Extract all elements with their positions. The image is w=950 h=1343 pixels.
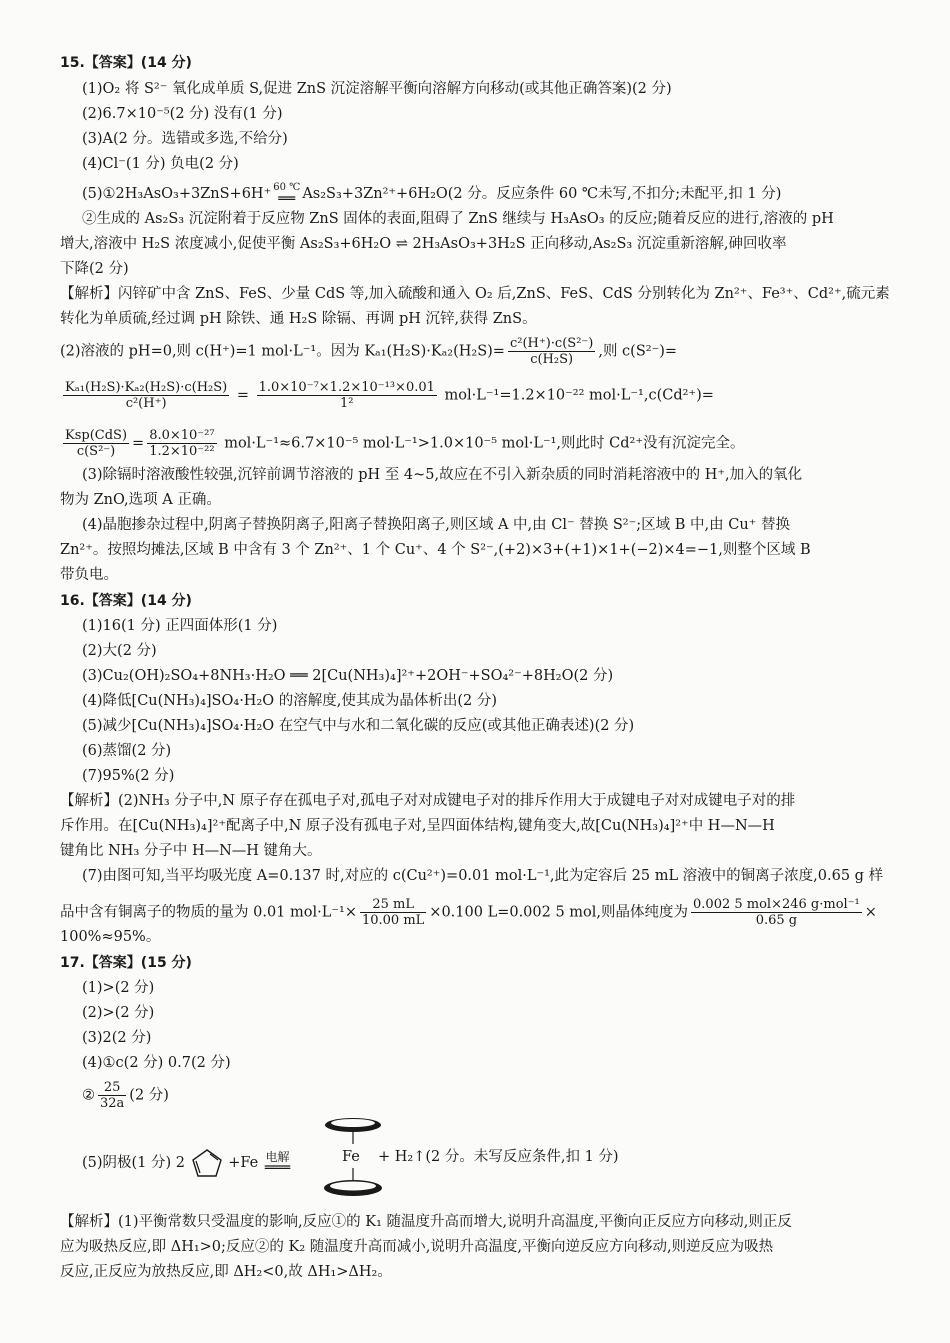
q16-answer-6: (6)蒸馏(2 分) [82, 743, 172, 759]
fraction: $\frac{25}{32a}$ [100, 1080, 125, 1111]
reaction-condition: 电解 ═══ [264, 1150, 291, 1176]
q17-answer-2: (2)>(2 分) [82, 1005, 155, 1021]
q15-answer-3: (3)A(2 分。选错或多选,不给分) [82, 131, 288, 147]
q16-answer-2: (2)大(2 分) [82, 643, 157, 659]
q16-analysis-1-cont: 斥作用。在[Cu(NH₃)₄]²⁺配离子中,N 原子没有孤电子对,呈四面体结构,键角变大,故[Cu(NH₃)₄]²⁺中 H—N—H [60, 818, 775, 834]
q15-analysis-4-end: 带负电。 [60, 567, 118, 583]
q15-answer-5b-end: 下降(2 分) [60, 261, 129, 277]
fraction: $\frac{\text{1.0×10⁻⁷×1.2×10⁻¹³×0.01}}{\text{1²}}$ [258, 380, 435, 411]
q16-answer-5: (5)减少[Cu(NH₃)₄]SO₄·H₂O 在空气中与水和二氧化碳的反应(或其他正确表述)(2 分) [82, 718, 635, 734]
q17-answer-5-tail: + H₂↑(2 分。未写反应条件,扣 1 分) [378, 1149, 619, 1165]
q15-analysis-4: (4)晶胞掺杂过程中,阴离子替换阴离子,阳离子替换阳离子,则区域 A 中,由 Cl⁻ 替换 S²⁻;区域 B 中,由 Cu⁺ 替换 [82, 517, 790, 533]
q15-heading: 15.【答案】(14 分) [60, 55, 192, 71]
q15-analysis-3: (3)除镉时溶液酸性较强,沉锌前调节溶液的 pH 至 4~5,故应在不引入新杂质的同时消耗溶液中的 H⁺,加入的氧化 [82, 467, 803, 483]
fraction: $\frac{\text{Ksp(CdS)}}{\text{c(S²⁻)}}$ [65, 428, 128, 459]
q16-analysis-7: (7)由图可知,当平均吸光度 A=0.137 时,对应的 c(Cu²⁺)=0.01 mol·L⁻¹,此为定容后 25 mL 溶液中的铜离子浓度,0.65 g 样 [82, 868, 884, 884]
q15-answer-2: (2)6.7×10⁻⁵(2 分) 没有(1 分) [82, 106, 283, 122]
fraction: $\frac{\text{c²(H⁺)·c(S²⁻)}}{\text{c(H₂S)}}$ [509, 336, 594, 367]
q15-answer-4: (4)Cl⁻(1 分) 负电(2 分) [82, 156, 239, 172]
q15-answer-5-equation [82, 183, 781, 205]
q15-analysis-4-cont: Zn²⁺。按照均摊法,区域 B 中含有 3 个 Zn²⁺、1 个 Cu⁺、4 个 S²⁻,(+2)×3+(+1)×1+(−2)×4=−1,则整个区域 B [60, 542, 811, 558]
q17-answer-5: (5)阴极(1 分) 2 +Fe 电解 ═══ [82, 1147, 292, 1179]
q15-answer-5b: ②生成的 As₂S₃ 沉淀附着于反应物 ZnS 固体的表面,阻碍了 ZnS 继续与 H₃AsO₃ 的反应;随着反应的进行,溶液的 pH [82, 211, 834, 227]
q15-analysis-calc-1: (2)溶液的 pH=0,则 c(H⁺)=1 mol·L⁻¹。因为 Kₐ₁(H₂S)·Kₐ₂(H₂S)= $\frac{\text{c²(H⁺)·c(S²⁻)}}{\text{c(H₂S)}}$ ,则 c(S²⁻)= [60, 336, 678, 367]
q16-analysis-1: 【解析】(2)NH₃ 分子中,N 原子存在孤电子对,孤电子对对成键电子对的排斥作用大于成键电子对对成键电子对的排 [60, 793, 796, 809]
q15-analysis-3-cont: 物为 ZnO,选项 A 正确。 [60, 492, 221, 508]
q15-analysis-calc-2: $\frac{\text{Kₐ₁(H₂S)·Kₐ₂(H₂S)·c(H₂S)}}{\text{c²(H⁺)}}$ = $\frac{\text{1.0×10⁻⁷×1.2×10⁻¹³×0.01}}{\text{1²}}$ mol·L⁻¹=1.2×10⁻²² mol·L⁻¹,c(Cd²⁺)= [65, 380, 714, 411]
q15-answer-5b-cont: 增大,溶液中 H₂S 浓度减小,促使平衡 As₂S₃+6H₂O ⇌ 2H₃AsO₃+3H₂S 正向移动,As₂S₃ 沉淀重新溶解,砷回收率 [60, 236, 787, 252]
fraction: $\frac{\text{Kₐ₁(H₂S)·Kₐ₂(H₂S)·c(H₂S)}}{\text{c²(H⁺)}}$ [65, 380, 228, 411]
q16-analysis-1-end: 键角比 NH₃ 分子中 H—N—H 键角大。 [60, 843, 322, 859]
ferrocene-fe-label: Fe [342, 1149, 360, 1165]
q16-analysis-7-calc: 品中含有铜离子的物质的量为 0.01 mol·L⁻¹× $\frac{25 mL}{10.00 mL}$ ×0.100 L=0.002 5 mol,则晶体纯度为 $\frac{\text{0.002 5 mol×246 g·mol⁻¹}}{0.65 g}$ × [60, 897, 877, 928]
fraction: $\frac{\text{0.002 5 mol×246 g·mol⁻¹}}{0.65 g}$ [693, 897, 860, 928]
q17-analysis-1: 【解析】(1)平衡常数只受温度的影响,反应①的 K₁ 随温度升高而增大,说明升高温度,平衡向正反应方向移动,则正反 [60, 1214, 792, 1230]
q15-analysis-1: 【解析】闪锌矿中含 ZnS、FeS、少量 CdS 等,加入硫酸和通入 O₂ 后,ZnS、FeS、CdS 分别转化为 Zn²⁺、Fe³⁺、Cd²⁺,硫元素 [60, 286, 890, 302]
q17-answer-3: (3)2(2 分) [82, 1030, 152, 1046]
q15-analysis-2: 转化为单质硫,经过调 pH 除铁、通 H₂S 除镉、再调 pH 沉锌,获得 ZnS。 [60, 311, 537, 327]
fraction: $\frac{25 mL}{10.00 mL}$ [361, 897, 425, 928]
q16-analysis-7-end: 100%≈95%。 [60, 929, 161, 945]
q15-analysis-calc-3: $\frac{\text{Ksp(CdS)}}{\text{c(S²⁻)}}$ = $\frac{\text{8.0×10⁻²⁷}}{\text{1.2×10⁻²²}}$ mol·L⁻¹≈6.7×10⁻⁵ mol·L⁻¹>1.0×10⁻⁵ mol·L⁻¹,则此时 Cd²⁺没有沉淀完全。 [65, 428, 745, 459]
q16-answer-1: (1)16(1 分) 正四面体形(1 分) [82, 618, 278, 634]
equation-right: As₂S₃+3Zn²⁺+6H₂O(2 分。反应条件 60 ℃未写,不扣分;未配平,扣 1 分) [302, 186, 782, 202]
q16-answer-3: (3)Cu₂(OH)₂SO₄+8NH₃·H₂O ══ 2[Cu(NH₃)₄]²⁺+2OH⁻+SO₄²⁻+8H₂O(2 分) [82, 668, 614, 684]
q17-answer-4: (4)①c(2 分) 0.7(2 分) [82, 1055, 231, 1071]
q16-heading: 16.【答案】(14 分) [60, 593, 192, 609]
fraction: $\frac{\text{8.0×10⁻²⁷}}{\text{1.2×10⁻²²}}$ [149, 428, 215, 459]
q17-answer-1: (1)>(2 分) [82, 980, 155, 996]
reaction-condition: 60 ℃ ══ [273, 182, 301, 207]
q17-heading: 17.【答案】(15 分) [60, 955, 192, 971]
q17-answer-4b: ② $\frac{25}{32a}$ (2 分) [82, 1080, 169, 1111]
equation-left: (5)①2H₃AsO₃+3ZnS+6H⁺ [82, 186, 272, 202]
q15-answer-1: (1)O₂ 将 S²⁻ 氧化成单质 S,促进 ZnS 沉淀溶解平衡向溶解方向移动(或其他正确答案)(2 分) [82, 81, 672, 97]
q16-answer-4: (4)降低[Cu(NH₃)₄]SO₄·H₂O 的溶解度,使其成为晶体析出(2 分) [82, 693, 498, 709]
q16-answer-7: (7)95%(2 分) [82, 768, 175, 784]
q17-analysis-1-end: 反应,正反应为放热反应,即 ΔH₂<0,故 ΔH₁>ΔH₂。 [60, 1264, 392, 1280]
cyclopentadiene-ring-icon [190, 1147, 224, 1179]
q17-analysis-1-cont: 应为吸热反应,即 ΔH₁>0;反应②的 K₂ 随温度升高而减小,说明升高温度,平衡向逆反应方向移动,则逆反应为吸热 [60, 1239, 774, 1255]
